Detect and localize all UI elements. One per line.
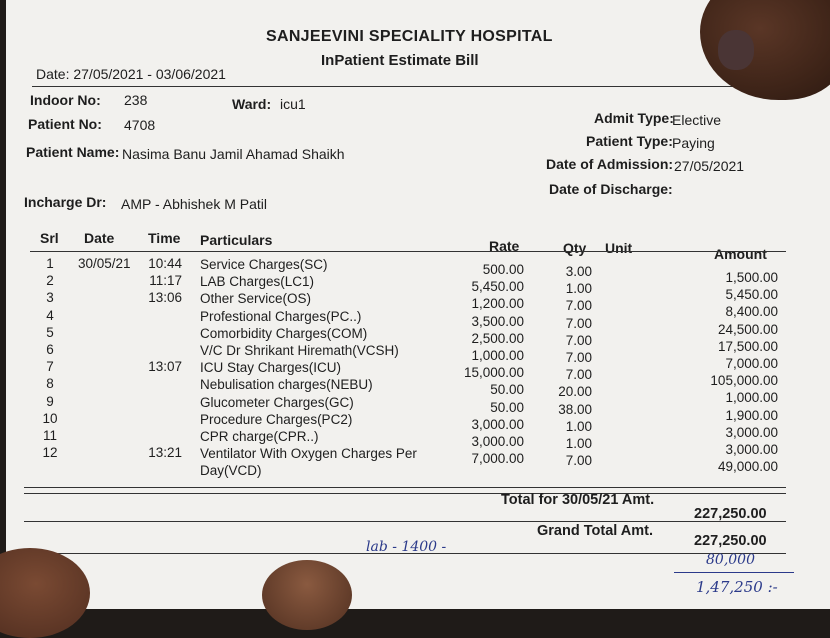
cell-srl: 4 [46, 307, 54, 323]
cell-rate: 15,000.00 [463, 365, 524, 381]
indoor-no-value: 238 [124, 92, 148, 108]
cell-particulars-continued: Day(VCD) [200, 463, 262, 479]
cell-rate: 5,450.00 [471, 279, 524, 295]
cell-amount: 1,900.00 [725, 407, 778, 423]
cell-amount: 1,500.00 [725, 270, 778, 285]
cell-rate: 7,000.00 [471, 451, 524, 467]
cell-amount: 49,000.00 [717, 459, 778, 475]
cell-particulars: Glucometer Charges(GC) [200, 394, 354, 410]
cell-qty: 7.00 [565, 350, 592, 365]
patient-type-label: Patient Type: [586, 133, 673, 149]
cell-rate: 3,500.00 [471, 313, 524, 329]
cell-particulars: Profestional Charges(PC..) [200, 308, 362, 324]
cell-amount: 3,000.00 [725, 442, 778, 457]
cell-particulars: Nebulisation charges(NEBU) [200, 377, 373, 393]
ward-label: Ward: [232, 96, 272, 112]
discharge-date-label: Date of Discharge: [549, 181, 673, 197]
cell-time: 10:44 [148, 256, 182, 271]
cell-qty: 20.00 [558, 384, 592, 400]
cell-time: 11:17 [149, 273, 182, 289]
cell-srl: 11 [42, 428, 57, 443]
cell-qty: 7.00 [565, 453, 592, 469]
cell-amount: 7,000.00 [725, 356, 778, 371]
cell-srl: 8 [46, 376, 54, 392]
total-divider-bottom [24, 493, 786, 494]
col-header-qty: Qty [563, 240, 587, 256]
indoor-no-label: Indoor No: [30, 92, 101, 108]
cell-qty: 3.00 [565, 264, 592, 279]
bill-type: InPatient Estimate Bill [321, 52, 479, 69]
cell-rate: 50.00 [490, 382, 524, 398]
col-header-time: Time [148, 230, 181, 246]
cell-srl: 9 [46, 393, 54, 409]
patient-type-value: Paying [672, 135, 715, 151]
cell-particulars: Procedure Charges(PC2) [200, 411, 353, 427]
cell-particulars: CPR charge(CPR..) [200, 429, 319, 444]
patient-name-label: Patient Name: [26, 144, 120, 160]
total-divider-top [24, 487, 786, 488]
admit-type-label: Admit Type: [594, 110, 674, 126]
col-header-date: Date [84, 230, 115, 246]
cell-qty: 7.00 [565, 367, 592, 383]
cell-qty: 1.00 [565, 281, 592, 297]
cell-rate: 1,000.00 [471, 348, 524, 363]
cell-rate: 3,000.00 [471, 416, 524, 432]
admission-date-value: 27/05/2021 [674, 158, 745, 174]
cell-date: 30/05/21 [78, 256, 131, 271]
cell-amount: 1,000.00 [725, 390, 778, 406]
cell-qty: 7.00 [565, 298, 592, 314]
day-total-divider [24, 521, 786, 522]
handwritten-lab-note: lab - 1400 - [366, 539, 447, 555]
cell-time: 13:07 [148, 359, 182, 375]
cell-particulars: Service Charges(SC) [200, 257, 328, 272]
day-total-label: Total for 30/05/21 Amt. [501, 492, 655, 508]
cell-srl: 5 [46, 324, 54, 340]
admit-type-value: Elective [672, 112, 722, 128]
cell-qty: 1.00 [565, 436, 592, 451]
cell-qty: 7.00 [565, 315, 592, 331]
cell-amount: 5,450.00 [725, 287, 778, 303]
cell-rate: 50.00 [490, 399, 524, 415]
cell-qty: 1.00 [565, 418, 592, 434]
table-header-divider [30, 251, 786, 252]
cell-qty: 38.00 [558, 401, 592, 417]
ward-value: icu1 [280, 96, 306, 112]
hospital-name: SANJEEVINI SPECIALITY HOSPITAL [266, 28, 553, 45]
bill-paper [6, 0, 830, 609]
grand-total-value: 227,250.00 [694, 533, 767, 549]
date-range: Date: 27/05/2021 - 03/06/2021 [36, 66, 226, 82]
incharge-label: Incharge Dr: [24, 194, 107, 210]
cell-qty: 7.00 [565, 332, 592, 348]
cell-rate: 500.00 [482, 262, 524, 277]
cell-amount: 24,500.00 [717, 321, 778, 337]
cell-srl: 6 [46, 342, 54, 357]
cell-srl: 2 [46, 273, 54, 289]
cell-particulars: Other Service(OS) [200, 291, 312, 307]
cell-srl: 12 [42, 445, 58, 461]
patient-no-label: Patient No: [28, 116, 102, 132]
cell-time: 13:21 [148, 445, 182, 461]
handwritten-deduction: 80,000 [706, 552, 755, 568]
col-header-srl: Srl [40, 230, 59, 246]
cell-amount: 105,000.00 [710, 373, 778, 389]
patient-no-value: 4708 [124, 117, 156, 133]
cell-particulars: Comorbidity Charges(COM) [200, 325, 368, 341]
handwritten-result: 1,47,250 :- [696, 578, 778, 596]
cell-particulars: Ventilator With Oxygen Charges Per [200, 446, 417, 462]
cell-srl: 7 [46, 359, 54, 375]
cell-particulars: ICU Stay Charges(ICU) [200, 360, 342, 376]
handwritten-underline [674, 572, 794, 573]
cell-amount: 3,000.00 [725, 424, 778, 440]
cell-rate: 1,200.00 [471, 296, 524, 312]
cell-srl: 3 [46, 290, 54, 306]
cell-amount: 8,400.00 [725, 304, 778, 320]
header-divider [32, 86, 822, 87]
col-header-unit: Unit [605, 240, 633, 256]
patient-name-value: Nasima Banu Jamil Ahamad Shaikh [122, 146, 345, 162]
day-total-value: 227,250.00 [694, 506, 767, 522]
admission-date-label: Date of Admission: [546, 156, 674, 172]
col-header-amount: Amount [714, 246, 767, 262]
cell-srl: 1 [46, 256, 54, 271]
incharge-value: AMP - Abhishek M Patil [121, 196, 268, 212]
finger-bottom-middle [262, 560, 352, 630]
col-header-rate: Rate [489, 238, 520, 254]
cell-rate: 2,500.00 [471, 330, 524, 346]
col-header-particulars: Particulars [200, 232, 273, 248]
cell-particulars: LAB Charges(LC1) [200, 274, 315, 290]
fingernail [718, 30, 754, 70]
cell-srl: 10 [42, 410, 58, 426]
cell-amount: 17,500.00 [717, 338, 778, 354]
cell-time: 13:06 [148, 290, 182, 306]
cell-particulars: V/C Dr Shrikant Hiremath(VCSH) [200, 343, 399, 358]
cell-rate: 3,000.00 [471, 434, 524, 449]
grand-total-label: Grand Total Amt. [537, 523, 653, 539]
